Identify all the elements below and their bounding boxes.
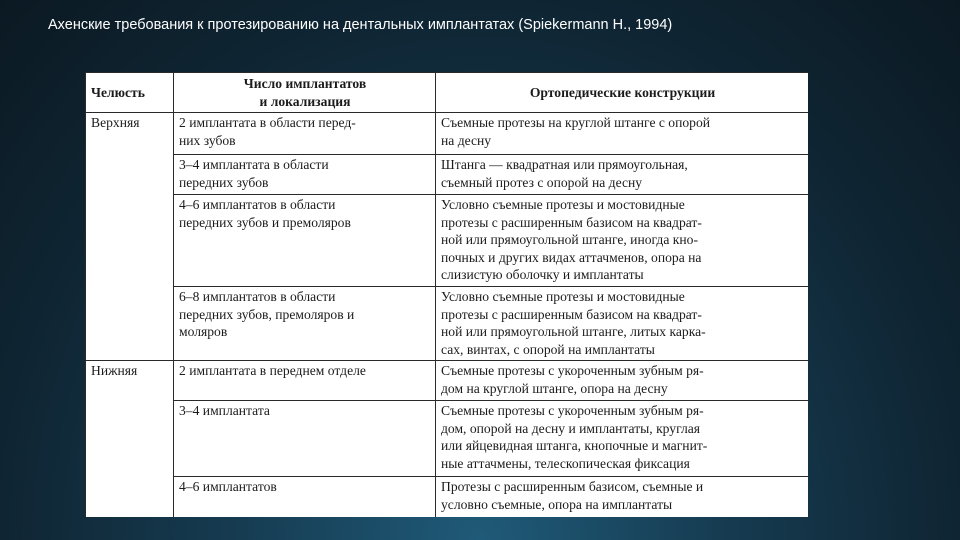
- implants-cell: 2 имплантата в переднем отделе: [174, 361, 436, 401]
- implants-cell: 3–4 имплантата в области передних зубов: [174, 155, 436, 195]
- construction-cell: Съемные протезы на круглой штанге с опорой на десну: [436, 113, 809, 155]
- construction-cell: Протезы с расширенным базисом, съемные и условно съемные, опора на имплантаты: [436, 477, 809, 518]
- table-row: [86, 113, 809, 155]
- header-implants: Число имплантатов и локализация: [174, 73, 436, 113]
- jaw-cell-upper: Верхняя: [86, 113, 174, 361]
- header-construction: Ортопедические конструкции: [436, 73, 809, 113]
- slide-title: Ахенские требования к протезированию на дентальных имплантатах (Spiekermann H., 1994): [48, 17, 673, 33]
- table-row: [86, 361, 809, 401]
- construction-cell: Условно съемные протезы и мостовидные протезы с расширенным базисом на квадрат- ной или прямоугольной штанге, литых карка- сах, винтах, с опорой на имплантаты: [436, 287, 809, 361]
- implants-cell: 6–8 имплантатов в области передних зубов, премоляров и моляров: [174, 287, 436, 361]
- construction-cell: Условно съемные протезы и мостовидные протезы с расширенным базисом на квадрат- ной или прямоугольной штанге, иногда кно- почных и других видах аттачменов, опора на слизистую оболочку и имплантаты: [436, 195, 809, 287]
- table-row: [86, 477, 809, 518]
- construction-cell: Штанга — квадратная или прямоугольная, съемный протез с опорой на десну: [436, 155, 809, 195]
- header-jaw: Челюсть: [86, 73, 174, 113]
- implants-cell: 3–4 имплантата: [174, 401, 436, 477]
- table-row: [86, 195, 809, 287]
- jaw-cell-lower: Нижняя: [86, 361, 174, 518]
- implants-cell: 4–6 имплантатов: [174, 477, 436, 518]
- requirements-table-image: [85, 72, 808, 517]
- table-row: [86, 401, 809, 477]
- table-header-row: [86, 73, 809, 113]
- implants-cell: 2 имплантата в области перед- них зубов: [174, 113, 436, 155]
- construction-cell: Съемные протезы с укороченным зубным ря- дом на круглой штанге, опора на десну: [436, 361, 809, 401]
- construction-cell: Съемные протезы с укороченным зубным ря- дом, опорой на десну и имплантаты, круглая или яйцевидная штанга, кнопочные и магнит- ные аттачмены, телескопическая фиксация: [436, 401, 809, 477]
- table-row: [86, 155, 809, 195]
- table-row: [86, 287, 809, 361]
- requirements-table: [85, 72, 808, 517]
- implants-cell: 4–6 имплантатов в области передних зубов и премоляров: [174, 195, 436, 287]
